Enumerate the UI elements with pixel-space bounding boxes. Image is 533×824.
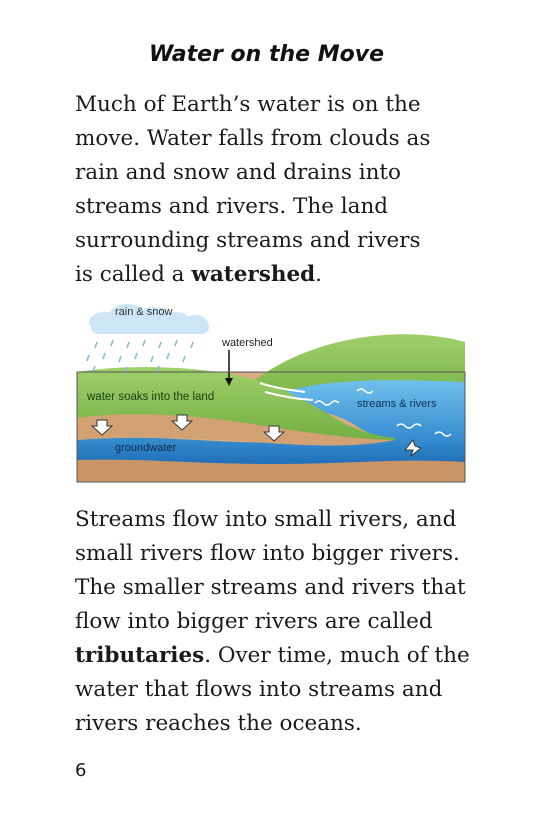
intro-paragraph: [75, 88, 495, 292]
text-line: Streams flow into small rivers, and: [75, 507, 457, 532]
text-fragment: .: [315, 262, 323, 287]
text-line: rivers reaches the oceans.: [75, 711, 362, 736]
text-fragment: is called a: [75, 262, 192, 287]
text-line: The smaller streams and rivers that: [75, 575, 466, 600]
label-groundwater: groundwater: [115, 442, 177, 454]
text-fragment: . Over time, much of the: [204, 643, 470, 668]
label-watershed: watershed: [222, 337, 273, 349]
text-line: move. Water falls from clouds as: [75, 126, 431, 151]
page-number: 6: [75, 760, 87, 781]
text-line: rain and snow and drains into: [75, 160, 401, 185]
text-line: water that flows into streams and: [75, 677, 443, 702]
text-line: small rivers flow into bigger rivers.: [75, 541, 460, 566]
bold-term-watershed: watershed: [191, 262, 316, 287]
tributaries-paragraph: [75, 503, 495, 741]
label-water-soaks: water soaks into the land: [87, 391, 215, 403]
text-line: Much of Earth’s water is on the: [75, 92, 421, 117]
page-title: Water on the Move: [148, 42, 385, 67]
label-rain-snow: rain & snow: [115, 306, 173, 318]
bold-term-tributaries: tributaries: [75, 643, 205, 668]
watershed-diagram: [75, 300, 467, 485]
text-line: surrounding streams and rivers: [75, 228, 421, 253]
diagram-illustration: [75, 300, 467, 485]
text-line: streams and rivers. The land: [75, 194, 389, 219]
text-line: [75, 258, 495, 292]
text-line: [75, 639, 495, 673]
label-streams-rivers: streams & rivers: [357, 398, 437, 410]
text-line: flow into bigger rivers are called: [75, 609, 433, 634]
